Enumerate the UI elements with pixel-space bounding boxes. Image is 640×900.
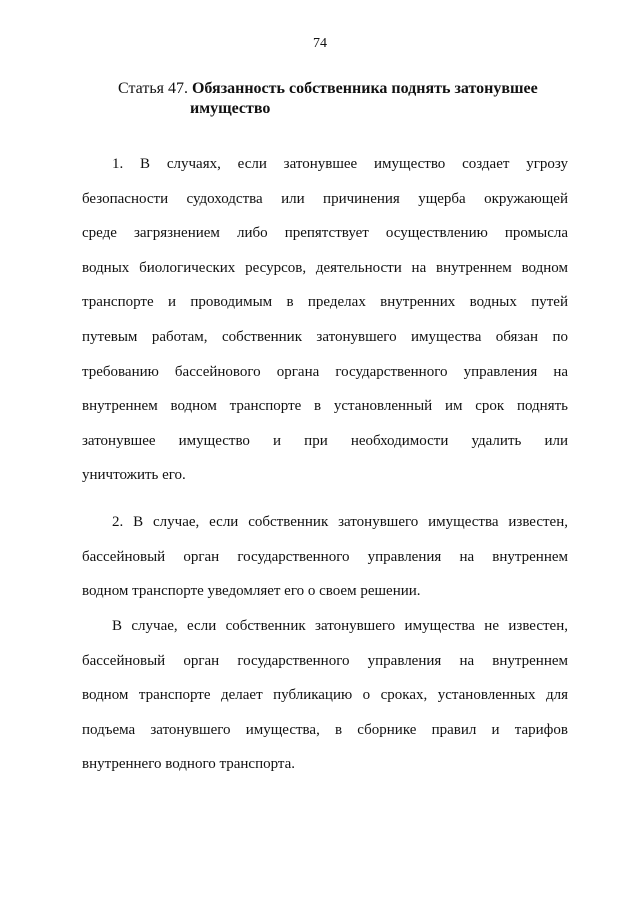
paragraph-2: [82, 505, 568, 609]
text-line: подъема затонувшего имущества, в сборнике правил и тарифов: [82, 721, 568, 738]
text-line: водном транспорте делает публикацию о сроках, установленных для: [82, 687, 568, 704]
text-line: В случае, если собственник затонувшего имущества не известен,: [112, 618, 568, 634]
text-line: водных биологических ресурсов, деятельности на внутреннем водном: [82, 259, 568, 276]
text-line: бассейновый орган государственного управления на внутреннем: [82, 652, 568, 669]
text-line: требованию бассейнового органа государственного управления на: [82, 363, 568, 380]
article-title-continuation: имущество: [190, 100, 271, 117]
text-line: транспорте и проводимым в пределах внутренних водных путей: [82, 294, 568, 311]
text-line: внутреннего водного транспорта.: [82, 756, 296, 773]
article-heading: [118, 79, 558, 119]
text-line: 2. В случае, если собственник затонувшего имущества известен,: [112, 514, 568, 530]
text-line: бассейновый орган государственного управления на внутреннем: [82, 548, 568, 565]
article-label: Статья 47.: [118, 80, 188, 97]
text-line: путевым работам, собственник затонувшего имущества обязан по: [82, 328, 568, 345]
page-number: 74: [313, 36, 327, 51]
text-line: затонувшее имущество и при необходимости удалить или: [82, 432, 568, 449]
text-line: внутреннем водном транспорте в установленный им срок поднять: [82, 398, 568, 415]
paragraph-3: [82, 609, 568, 782]
paragraph-1: [82, 147, 568, 493]
text-line: безопасности судоходства или причинения ущерба окружающей: [82, 190, 568, 207]
text-line: среде загрязнением либо препятствует осуществлению промысла: [82, 225, 568, 242]
text-line: 1. В случаях, если затонувшее имущество создает угрозу: [112, 156, 568, 172]
text-line: уничтожить его.: [82, 467, 186, 484]
article-title: Обязанность собственника поднять затонувшее: [191, 80, 538, 97]
text-line: водном транспорте уведомляет его о своем решении.: [82, 583, 421, 600]
